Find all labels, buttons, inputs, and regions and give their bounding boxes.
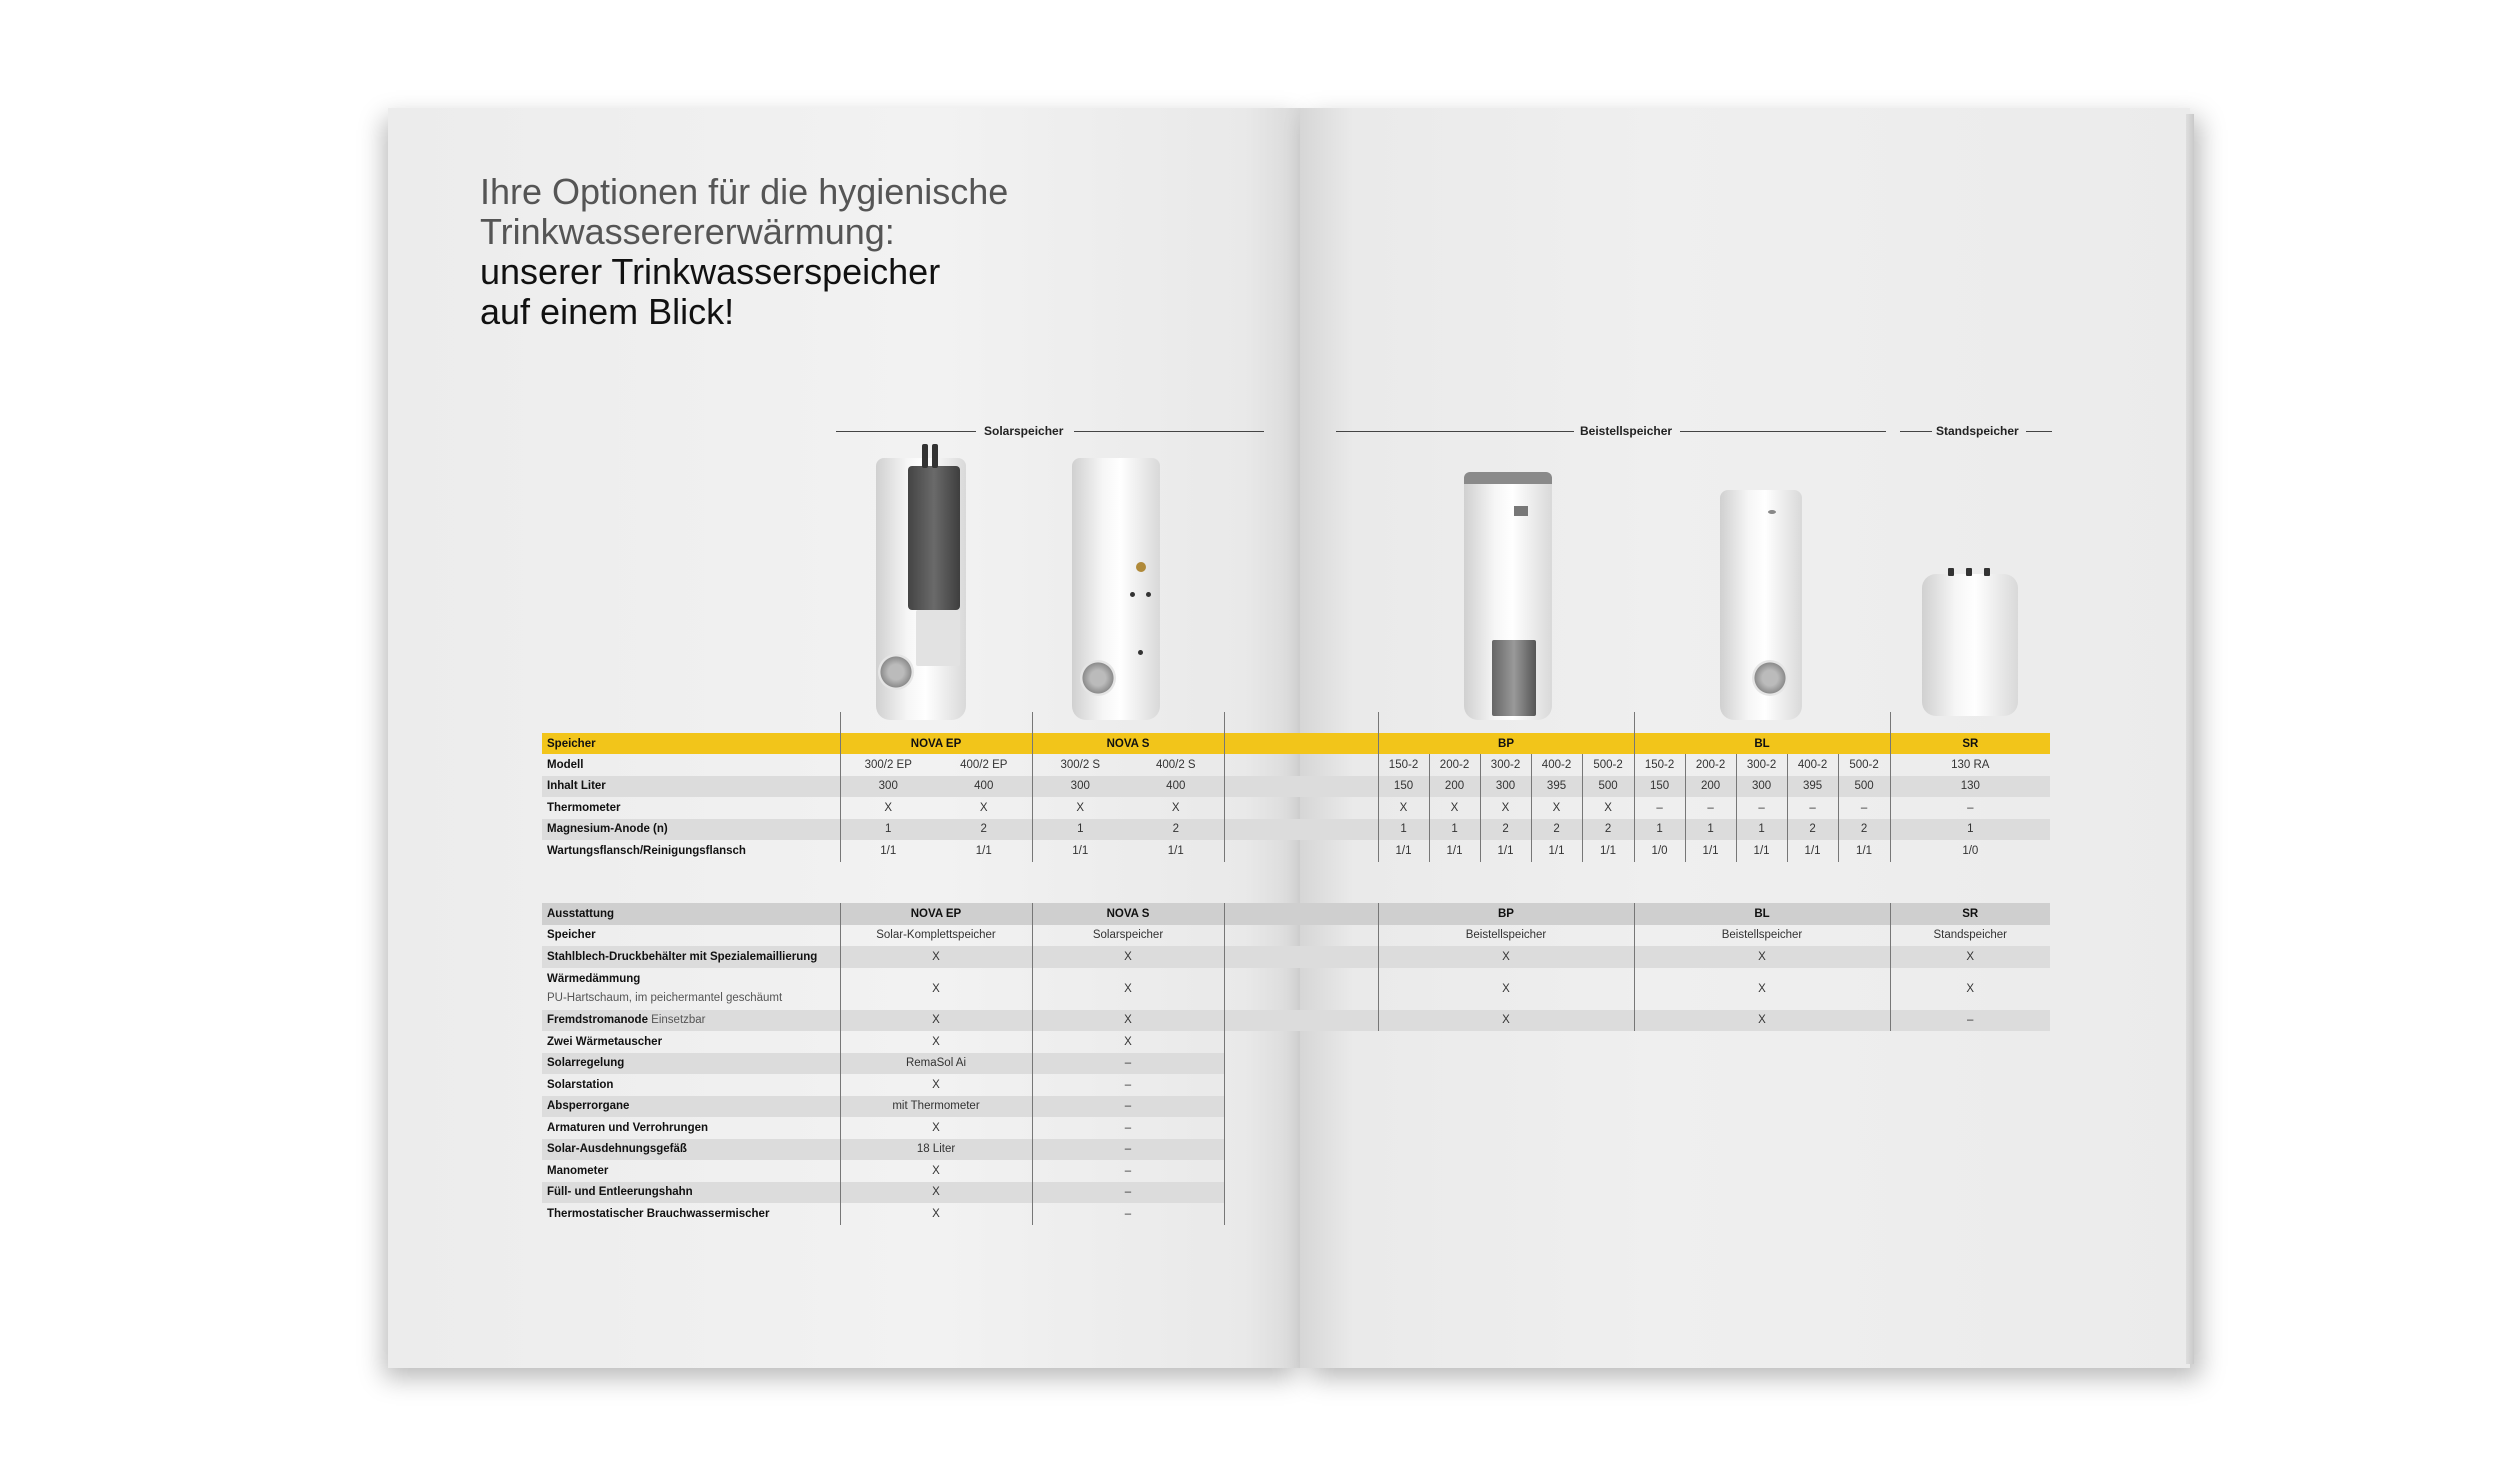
table-row xyxy=(542,1117,2050,1139)
cell-gap xyxy=(1224,968,1378,1010)
divider xyxy=(1634,712,1635,734)
cell-nova-ep: X xyxy=(840,1203,1032,1225)
cell-bp: 200-2 xyxy=(1429,754,1480,776)
cell-bl: 400-2 xyxy=(1787,754,1838,776)
cell-bp: X xyxy=(1378,1010,1634,1032)
row-label xyxy=(542,1074,840,1096)
cell-nova-ep: X xyxy=(840,968,1032,1010)
cell-nova-s: 1/1 xyxy=(1032,840,1128,862)
row-label-text: Absperrorgane xyxy=(547,1100,630,1113)
page-edge xyxy=(2186,114,2194,1364)
cell-bl: Beistellspeicher xyxy=(1634,925,1890,947)
cell-sr: 1 xyxy=(1890,819,2050,841)
row-label-text: Manometer xyxy=(547,1164,609,1177)
stand-bracket-right xyxy=(2026,431,2052,432)
row-label: Modell xyxy=(547,758,584,771)
cell-bl: 1 xyxy=(1634,819,1685,841)
cell-bp: 1 xyxy=(1429,819,1480,841)
cell-nova-ep: Solar-Komplettspeicher xyxy=(840,925,1032,947)
table-row xyxy=(542,1139,2050,1161)
row-label-text: Thermostatischer Brauchwassermischer xyxy=(547,1207,770,1220)
cell-nova-s: – xyxy=(1032,1160,1224,1182)
cell-bl: 1 xyxy=(1736,819,1787,841)
header-bl: BL xyxy=(1634,903,1890,925)
header-bl: BL xyxy=(1634,733,1890,754)
cell-gap xyxy=(1224,754,1378,776)
cell-bp: 1/1 xyxy=(1582,840,1634,862)
cell-nova-ep: 1/1 xyxy=(840,840,936,862)
cell-sr: 1/0 xyxy=(1890,840,2050,862)
header-nova-s: NOVA S xyxy=(1032,903,1224,925)
cell-nova-ep: mit Thermometer xyxy=(840,1096,1032,1118)
headline-line-2: Trinkwasserererwärmung: xyxy=(480,211,895,252)
cell-nova-ep: X xyxy=(840,1117,1032,1139)
cell-bp: 500-2 xyxy=(1582,754,1634,776)
cell-bl: X xyxy=(1634,1010,1890,1032)
cell-nova-s: 2 xyxy=(1128,819,1224,841)
cell-bl: 1/0 xyxy=(1634,840,1685,862)
divider xyxy=(1378,712,1379,734)
row-label-text: Wärmedämmung xyxy=(547,972,641,985)
cell-empty xyxy=(1224,1117,2050,1139)
table-row xyxy=(542,754,2050,776)
cell-bp: 150 xyxy=(1378,776,1429,798)
solar-bracket-left xyxy=(836,431,976,432)
row-sublabel: PU-Hartschaum, im peichermantel geschäumt xyxy=(547,991,783,1004)
cell-nova-ep: 300/2 EP xyxy=(840,754,936,776)
row-label xyxy=(542,1031,840,1053)
header-nova-ep: NOVA EP xyxy=(840,903,1032,925)
header-sr: SR xyxy=(1890,733,2050,754)
cell-bl: 200 xyxy=(1685,776,1736,798)
row-label-text: Speicher xyxy=(547,929,596,942)
cell-bl: – xyxy=(1685,797,1736,819)
cell-bp: 2 xyxy=(1531,819,1582,841)
row-label: Wartungsflansch/Reinigungsflansch xyxy=(547,844,746,857)
beistell-bracket-right xyxy=(1680,431,1886,432)
solar-bracket-right xyxy=(1074,431,1264,432)
cell-sr: – xyxy=(1890,1010,2050,1032)
cell-gap xyxy=(1224,925,1378,947)
cell-bp: 1/1 xyxy=(1378,840,1429,862)
cell-sr: 130 RA xyxy=(1890,754,2050,776)
cell-bp: 200 xyxy=(1429,776,1480,798)
cell-bl: – xyxy=(1838,797,1890,819)
group-label-solar: Solarspeicher xyxy=(984,424,1064,438)
cell-sr: – xyxy=(1890,797,2050,819)
cell-empty xyxy=(1224,1203,2050,1225)
table-row xyxy=(542,968,2050,1010)
group-label-beistell: Beistellspeicher xyxy=(1580,424,1673,438)
cell-bl: 1/1 xyxy=(1787,840,1838,862)
cell-bl: – xyxy=(1634,797,1685,819)
group-label-stand: Standspeicher xyxy=(1936,424,2019,438)
cell-nova-s: – xyxy=(1032,1053,1224,1075)
cell-bp: X xyxy=(1378,946,1634,968)
header-bp: BP xyxy=(1378,733,1634,754)
row-label: Thermometer xyxy=(547,801,621,814)
row-label-text: Solarstation xyxy=(547,1078,614,1091)
cell-nova-ep: X xyxy=(840,797,936,819)
cell-empty xyxy=(1224,1096,2050,1118)
cell-gap xyxy=(1224,819,1378,841)
header-sr: SR xyxy=(1890,903,2050,925)
table-row xyxy=(542,776,2050,798)
row-label-text: Solar-Ausdehnungsgefäß xyxy=(547,1143,687,1156)
cell-bl: 2 xyxy=(1787,819,1838,841)
cell-bp: 300 xyxy=(1480,776,1531,798)
row-sublabel: Einsetzbar xyxy=(651,1014,706,1027)
row-label xyxy=(542,968,840,1010)
cell-bl: 500-2 xyxy=(1838,754,1890,776)
cell-bl: 1/1 xyxy=(1685,840,1736,862)
cell-nova-s: – xyxy=(1032,1096,1224,1118)
cell-bl: 300-2 xyxy=(1736,754,1787,776)
cell-bp: X xyxy=(1480,797,1531,819)
cell-bp: X xyxy=(1429,797,1480,819)
cell-bp: 1 xyxy=(1378,819,1429,841)
stand-bracket-left xyxy=(1900,431,1932,432)
headline-line-3: unserer Trinkwasserspeicher xyxy=(480,251,941,292)
cell-bp: X xyxy=(1531,797,1582,819)
table-row xyxy=(542,819,2050,841)
row-label-text: Füll- und Entleerungshahn xyxy=(547,1186,693,1199)
divider xyxy=(1890,712,1891,734)
table-row xyxy=(542,1160,2050,1182)
row-label xyxy=(542,946,840,968)
header-gap xyxy=(1224,733,1378,754)
cell-bl: 1/1 xyxy=(1838,840,1890,862)
cell-bl: 2 xyxy=(1838,819,1890,841)
cell-nova-s: X xyxy=(1032,968,1224,1010)
row-label-text: Zwei Wärmetauscher xyxy=(547,1035,663,1048)
cell-bl: 395 xyxy=(1787,776,1838,798)
cell-bp: 395 xyxy=(1531,776,1582,798)
cell-bp: Beistellspeicher xyxy=(1378,925,1634,947)
table-row xyxy=(542,1031,2050,1053)
table-row xyxy=(542,797,2050,819)
cell-gap xyxy=(1224,1010,1378,1032)
cell-bp: 2 xyxy=(1480,819,1531,841)
cell-nova-ep: X xyxy=(840,1160,1032,1182)
cell-empty xyxy=(1224,1160,2050,1182)
cell-empty xyxy=(1224,1074,2050,1096)
cell-gap xyxy=(1224,946,1378,968)
cell-nova-ep: 300 xyxy=(840,776,936,798)
cell-bl: 200-2 xyxy=(1685,754,1736,776)
row-label xyxy=(542,1182,840,1204)
cell-bp: X xyxy=(1378,968,1634,1010)
cell-bp: 150-2 xyxy=(1378,754,1429,776)
cell-empty xyxy=(1224,1031,2050,1053)
cell-bl: 300 xyxy=(1736,776,1787,798)
cell-nova-ep: 1 xyxy=(840,819,936,841)
cell-bp: 1/1 xyxy=(1531,840,1582,862)
cell-nova-s: 400 xyxy=(1128,776,1224,798)
cell-empty xyxy=(1224,1182,2050,1204)
cell-sr: Standspeicher xyxy=(1890,925,2050,947)
row-label xyxy=(542,1160,840,1182)
cell-bl: 1/1 xyxy=(1736,840,1787,862)
header-ausstattung: Ausstattung xyxy=(542,903,840,925)
table-row xyxy=(542,1010,2050,1032)
cell-bl: X xyxy=(1634,968,1890,1010)
header-speicher: Speicher xyxy=(542,733,840,754)
cell-nova-ep: RemaSol Ai xyxy=(840,1053,1032,1075)
table-row xyxy=(542,925,2050,947)
cell-nova-s: – xyxy=(1032,1117,1224,1139)
cell-gap xyxy=(1224,840,1378,862)
features-table xyxy=(542,903,2050,1225)
cell-nova-s: X xyxy=(1032,797,1128,819)
cell-nova-ep: 2 xyxy=(936,819,1032,841)
cell-nova-s: X xyxy=(1032,946,1224,968)
headline xyxy=(480,172,1008,332)
row-label-text: Armaturen und Verrohrungen xyxy=(547,1121,709,1134)
cell-bp: 1/1 xyxy=(1480,840,1531,862)
table-row xyxy=(542,1096,2050,1118)
cell-nova-ep: X xyxy=(840,1074,1032,1096)
cell-bl: 150-2 xyxy=(1634,754,1685,776)
cell-nova-s: – xyxy=(1032,1074,1224,1096)
row-label: Magnesium-Anode (n) xyxy=(542,819,840,841)
cell-nova-ep: 18 Liter xyxy=(840,1139,1032,1161)
header-bp: BP xyxy=(1378,903,1634,925)
cell-nova-s: – xyxy=(1032,1139,1224,1161)
cell-nova-s: Solarspeicher xyxy=(1032,925,1224,947)
row-label xyxy=(542,1117,840,1139)
cell-nova-s: X xyxy=(1032,1010,1224,1032)
cell-bp: 2 xyxy=(1582,819,1634,841)
cell-nova-s: X xyxy=(1171,801,1180,814)
cell-nova-s: 1/1 xyxy=(1167,844,1184,857)
cell-bp: 400-2 xyxy=(1531,754,1582,776)
headline-line-1: Ihre Optionen für die hygienische xyxy=(480,171,1009,212)
row-label xyxy=(542,1096,840,1118)
cell-nova-s: 300/2 S xyxy=(1032,754,1128,776)
cell-bp: X xyxy=(1582,797,1634,819)
cell-sr: X xyxy=(1890,968,2050,1010)
row-label: Inhalt Liter xyxy=(542,776,840,798)
table-header-row xyxy=(542,733,2050,754)
divider xyxy=(1032,712,1033,734)
cell-bl: – xyxy=(1736,797,1787,819)
table-row xyxy=(542,840,2050,862)
cell-gap xyxy=(1224,797,1378,819)
cell-bl: 500 xyxy=(1838,776,1890,798)
divider xyxy=(840,712,841,734)
cell-nova-s: 400/2 S xyxy=(1155,758,1196,771)
cell-nova-s: 300 xyxy=(1032,776,1128,798)
headline-line-4: auf einem Blick! xyxy=(480,291,735,332)
cell-bp: 1/1 xyxy=(1429,840,1480,862)
cell-nova-ep: X xyxy=(840,946,1032,968)
cell-nova-ep: X xyxy=(840,1010,1032,1032)
table-row xyxy=(542,1203,2050,1225)
cell-nova-ep: 400/2 EP xyxy=(960,758,1008,771)
table-row xyxy=(542,1053,2050,1075)
cell-nova-s: X xyxy=(1032,1031,1224,1053)
cell-empty xyxy=(1224,1139,2050,1161)
cell-sr: X xyxy=(1890,946,2050,968)
cell-bl: 1 xyxy=(1685,819,1736,841)
header-gap xyxy=(1224,903,1378,925)
header-nova-s: NOVA S xyxy=(1032,733,1224,754)
row-label xyxy=(542,925,840,947)
cell-bp: X xyxy=(1378,797,1429,819)
row-label-text: Fremdstromanode xyxy=(547,1014,648,1027)
cell-nova-ep: 400 xyxy=(936,776,1032,798)
header-nova-ep: NOVA EP xyxy=(840,733,1032,754)
specs-table xyxy=(542,733,2050,862)
cell-sr: 130 xyxy=(1890,776,2050,798)
cell-nova-s: – xyxy=(1032,1203,1224,1225)
row-label xyxy=(542,1053,840,1075)
cell-nova-ep: X xyxy=(979,801,988,814)
table-row xyxy=(542,1182,2050,1204)
row-label xyxy=(542,1010,840,1032)
table-row xyxy=(542,946,2050,968)
features-header-row xyxy=(542,903,2050,925)
cell-bl: 150 xyxy=(1634,776,1685,798)
cell-nova-ep: X xyxy=(840,1182,1032,1204)
cell-bp: 300-2 xyxy=(1480,754,1531,776)
row-label-text: Solarregelung xyxy=(547,1057,625,1070)
cell-empty xyxy=(1224,1053,2050,1075)
cell-gap xyxy=(1224,776,1378,798)
divider xyxy=(1224,712,1225,734)
cell-bp: 500 xyxy=(1582,776,1634,798)
row-label xyxy=(542,1139,840,1161)
cell-nova-ep: 1/1 xyxy=(975,844,992,857)
row-label-text: Stahlblech-Druckbehälter mit Spezialemaillierung xyxy=(547,950,818,963)
cell-bl: X xyxy=(1634,946,1890,968)
cell-nova-s: – xyxy=(1032,1182,1224,1204)
cell-nova-s: 1 xyxy=(1032,819,1128,841)
row-label xyxy=(542,1203,840,1225)
cell-nova-ep: X xyxy=(840,1031,1032,1053)
cell-bl: – xyxy=(1787,797,1838,819)
table-row xyxy=(542,1074,2050,1096)
beistell-bracket-left xyxy=(1336,431,1574,432)
